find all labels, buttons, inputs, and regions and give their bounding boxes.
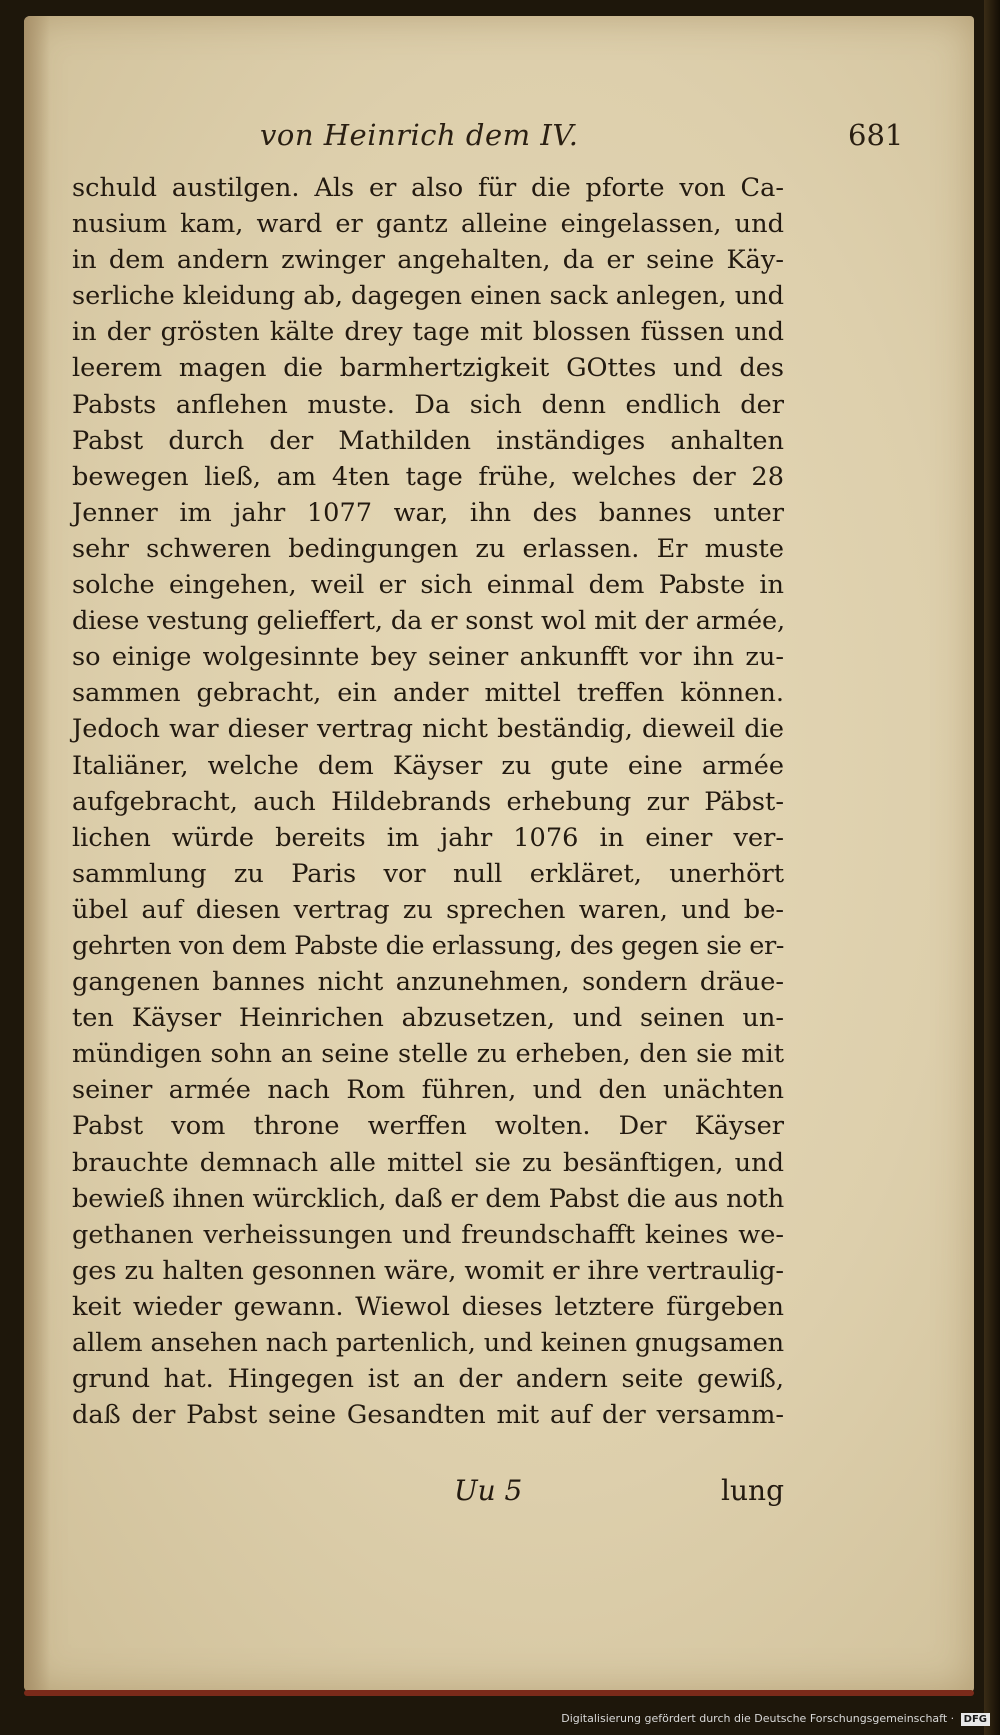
- text-line: mündigen sohn an seine stelle zu erheben, den sie mit: [72, 1039, 784, 1070]
- text-line: solche eingehen, weil er sich einmal dem Pabste in: [72, 570, 784, 601]
- text-line: übel auf diesen vertrag zu sprechen waren, und be-: [72, 894, 784, 925]
- text-line: keit wieder gewann. Wiewol dieses letztere fürgeben: [72, 1291, 784, 1322]
- text-line: Jedoch war dieser vertrag nicht beständig, dieweil die: [72, 714, 784, 745]
- catchword: lung: [721, 1474, 784, 1507]
- text-line: lichen würde bereits im jahr 1076 in einer ver-: [72, 822, 784, 853]
- text-line: ten Käyser Heinrichen abzusetzen, und seinen un-: [72, 1003, 784, 1034]
- text-line: bewegen ließ, am 4ten tage frühe, welches der 28: [72, 461, 784, 492]
- page-number: 681: [848, 118, 904, 152]
- text-line: bewieß ihnen würcklich, daß er dem Pabst die aus noth: [72, 1183, 784, 1214]
- text-line: Pabst durch der Mathilden inständiges anhalten: [72, 425, 784, 456]
- text-line: sammlung zu Paris vor null erkläret, unerhört: [72, 858, 784, 889]
- text-line: gangenen bannes nicht anzunehmen, sondern dräue-: [72, 967, 784, 998]
- text-line: in der grösten kälte drey tage mit blossen füssen und: [72, 317, 784, 348]
- text-line: Pabst vom throne werffen wolten. Der Käyser: [72, 1111, 784, 1142]
- dfg-logo: DFG: [961, 1713, 990, 1726]
- running-title: von Heinrich dem IV.: [260, 118, 579, 152]
- text-line: serliche kleidung ab, dagegen einen sack anlegen, und: [72, 281, 784, 312]
- body-text: [72, 170, 784, 1433]
- text-line: aufgebracht, auch Hildebrands erhebung zur Päbst-: [72, 786, 784, 817]
- text-line: gehrten von dem Pabste die erlassung, des gegen sie er-: [72, 930, 784, 961]
- text-line: diese vestung gelieffert, da er sonst wol mit der armée,: [72, 606, 786, 637]
- text-line: schuld austilgen. Als er also für die pforte von Ca-: [72, 173, 784, 203]
- text-line: allem ansehen nach partenlich, und keinen gnugsamen: [72, 1328, 784, 1358]
- text-line: Italiäner, welche dem Käyser zu gute eine armée: [72, 750, 784, 781]
- text-line: ges zu halten gesonnen wäre, womit er ihre vertraulig-: [72, 1255, 784, 1286]
- signature-mark: Uu 5: [454, 1474, 523, 1507]
- text-line: sammen gebracht, ein ander mittel treffen können.: [72, 678, 784, 709]
- text-line: brauchte demnach alle mittel sie zu besänftigen, und: [72, 1147, 784, 1178]
- text-line: daß der Pabst seine Gesandten mit auf der versamm-: [72, 1400, 784, 1431]
- text-line: sehr schweren bedingungen zu erlassen. Er muste: [72, 533, 784, 564]
- text-line: Jenner im jahr 1077 war, ihn des bannes unter: [72, 497, 784, 528]
- digitization-attribution: [561, 1712, 990, 1726]
- book-binding-edge: [984, 0, 1000, 1735]
- text-line: grund hat. Hingegen ist an der andern seite gewiß,: [72, 1364, 784, 1395]
- text-line: in dem andern zwinger angehalten, da er seine Käy-: [72, 245, 784, 276]
- text-line: leerem magen die barmhertzigkeit GOttes und des: [72, 353, 784, 384]
- text-line: nusium kam, ward er gantz alleine eingelassen, und: [72, 209, 784, 240]
- page-gutter-shadow: [24, 16, 50, 1692]
- attribution-text: Digitalisierung gefördert durch die Deutsche Forschungsgemeinschaft ·: [561, 1712, 955, 1725]
- page-bottom-edge: [24, 1690, 974, 1696]
- text-line: gethanen verheissungen und freundschafft keines we-: [72, 1219, 784, 1250]
- text-line: so einige wolgesinnte bey seiner ankunfft vor ihn zu-: [72, 642, 784, 673]
- text-line: seiner armée nach Rom führen, und den unächten: [72, 1075, 784, 1106]
- page-footer: [72, 1474, 784, 1514]
- text-line: Pabsts anflehen muste. Da sich denn endlich der: [72, 389, 784, 420]
